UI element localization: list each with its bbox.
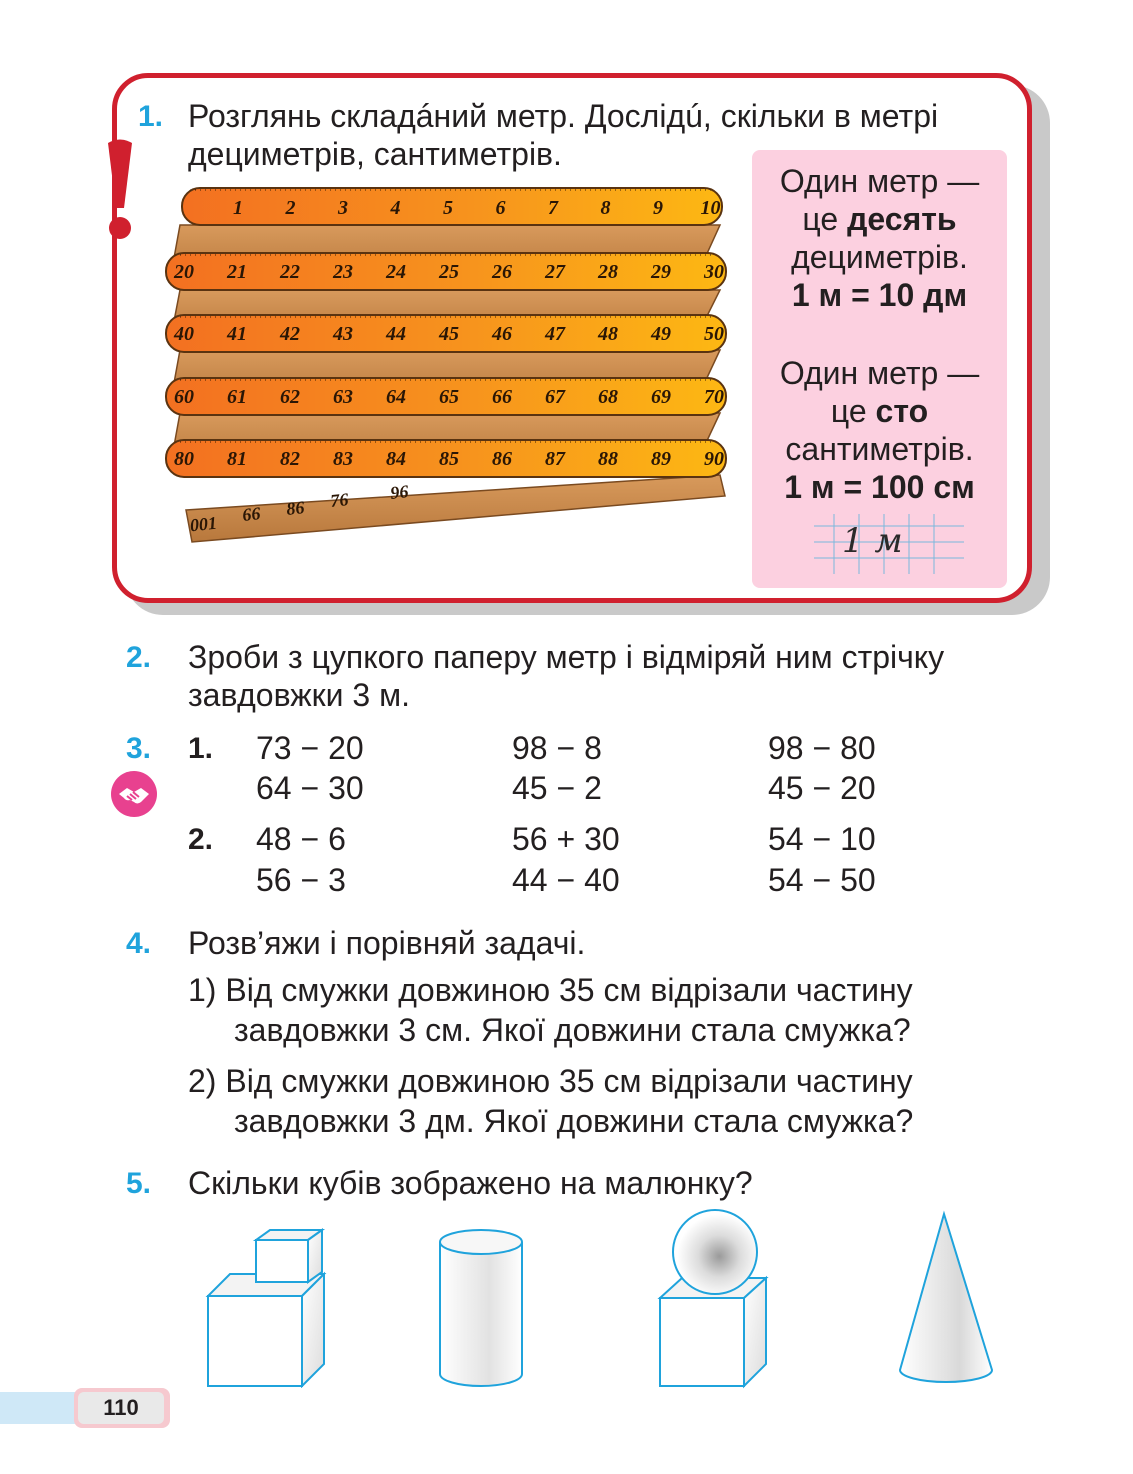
ruler-number: 69 [651, 386, 671, 408]
cone-icon [896, 1210, 1000, 1390]
ruler-number: 90 [704, 448, 724, 470]
ruler-number: 47 [545, 323, 565, 345]
info-cm-line3: сантиметрів. [785, 431, 974, 467]
ruler-number: 24 [386, 261, 406, 283]
ruler-number: 86 [492, 448, 512, 470]
task4-problem1-line2: завдовжки 3 см. Якої довжини стала смужка? [234, 1012, 911, 1048]
task4-problem1-line1: 1) Від смужки довжиною 35 см відрізали частину [188, 972, 913, 1008]
ruler-number: 30 [704, 261, 724, 283]
ruler-number: 5 [443, 197, 453, 219]
task5-number: 5. [126, 1167, 152, 1200]
task1-text-line2: дециметрів, сантиметрів. [188, 136, 562, 172]
info-cm-line2 [752, 392, 1007, 430]
task1-number: 1. [138, 100, 164, 133]
page-number: 110 [103, 1395, 139, 1420]
task3-p1-c3-r2: 45 − 20 [768, 770, 876, 806]
task3-p2-c3-r1: 54 − 10 [768, 821, 876, 857]
info-dm-line2 [752, 200, 1007, 238]
ruler-number-folded: 76 [329, 489, 350, 511]
ruler-number: 7 [548, 197, 558, 219]
task4-problem2-line2: завдовжки 3 дм. Якої довжини стала смужка? [234, 1103, 914, 1139]
ruler-number: 43 [333, 323, 353, 345]
ruler-number: 68 [598, 386, 618, 408]
ruler-number: 20 [174, 261, 194, 283]
info-cm-line1: Один метр — [779, 355, 980, 391]
ruler-number: 3 [338, 197, 348, 219]
task3-p1-c2-r1: 98 − 8 [512, 730, 602, 766]
task3-p1-c1-r1: 73 − 20 [256, 730, 364, 766]
ruler-number: 8 [600, 197, 611, 219]
ruler-number: 87 [545, 448, 565, 470]
ruler-number: 85 [439, 448, 459, 470]
meter-info-box [752, 150, 1007, 588]
ruler-number: 70 [704, 386, 724, 408]
ruler-number: 4 [390, 197, 401, 219]
task5-question: Скільки кубів зображено на малюнку? [188, 1165, 753, 1201]
handwriting-grid [752, 514, 1007, 574]
ruler-number: 67 [545, 386, 565, 408]
ruler-number: 50 [704, 323, 724, 345]
task3-p2-c2-r2: 44 − 40 [512, 862, 620, 898]
ruler-number: 23 [333, 261, 353, 283]
ruler-number: 83 [333, 448, 353, 470]
task3-part2-label: 2. [188, 823, 214, 856]
folding-ruler-illustration [160, 180, 740, 550]
ruler-number: 9 [653, 197, 663, 219]
task1-text-line1: Розглянь складáний метр. Дослідú, скільки в метрі [188, 98, 939, 134]
ruler-number: 82 [280, 448, 300, 470]
ruler-number: 88 [598, 448, 618, 470]
ruler-number: 41 [227, 323, 247, 345]
ruler-number: 10 [700, 197, 721, 219]
info-cm-pre: це [830, 393, 876, 429]
ruler-number: 42 [280, 323, 300, 345]
ruler-number-folded: 66 [241, 503, 262, 525]
ruler-number: 21 [227, 261, 247, 283]
info-cm-bold: сто [875, 393, 929, 429]
ruler-number: 6 [495, 197, 506, 219]
ruler-number: 1 [233, 197, 243, 219]
two-cubes-icon [200, 1228, 340, 1388]
exclamation-icon [100, 138, 140, 248]
task2-text-line2: завдовжки 3 м. [188, 677, 410, 713]
info-dm-formula: 1 м = 10 дм [791, 277, 968, 313]
info-dm-line1: Один метр — [779, 163, 980, 199]
handwritten-one-meter: 1 м [842, 521, 903, 561]
task3-number: 3. [126, 732, 152, 765]
info-cm-formula: 1 м = 100 см [784, 469, 975, 505]
info-dm-bold: десять [847, 201, 957, 237]
page-number-tab [0, 1388, 170, 1428]
task4-problem2-line1: 2) Від смужки довжиною 35 см відрізали частину [188, 1063, 913, 1099]
ruler-number-folded: 001 [188, 512, 218, 536]
ruler-number: 63 [333, 386, 353, 408]
ruler-number: 84 [386, 448, 406, 470]
ruler-number: 46 [492, 323, 512, 345]
pair-work-handshake-icon [110, 770, 158, 818]
ruler-number-folded: 86 [285, 497, 306, 519]
ruler-number: 62 [280, 386, 300, 408]
ruler-number: 40 [174, 323, 194, 345]
info-dm-line3: дециметрів. [791, 239, 968, 275]
task4-number: 4. [126, 927, 152, 960]
task3-p2-c2-r1: 56 + 30 [512, 821, 620, 857]
ruler-number: 60 [174, 386, 194, 408]
ruler-number: 22 [280, 261, 300, 283]
task3-p1-c2-r2: 45 − 2 [512, 770, 602, 806]
info-dm-pre: це [802, 201, 848, 237]
ruler-number: 64 [386, 386, 406, 408]
ruler-number: 65 [439, 386, 459, 408]
ruler-number: 2 [285, 197, 296, 219]
ruler-number-folded: 96 [389, 481, 410, 503]
task2-number: 2. [126, 641, 152, 674]
task4-intro: Розв’яжи і порівняй задачі. [188, 925, 586, 961]
ruler-number: 61 [227, 386, 247, 408]
ruler-number: 81 [227, 448, 247, 470]
task3-p2-c1-r2: 56 − 3 [256, 862, 346, 898]
task3-p2-c1-r1: 48 − 6 [256, 821, 346, 857]
cylinder-icon [436, 1228, 526, 1388]
ruler-number: 80 [174, 448, 194, 470]
ruler-number: 49 [651, 323, 671, 345]
sphere-on-cube-icon [656, 1206, 776, 1392]
task3-p2-c3-r2: 54 − 50 [768, 862, 876, 898]
ruler-number: 44 [386, 323, 406, 345]
ruler-number: 29 [651, 261, 671, 283]
task3-p1-c1-r2: 64 − 30 [256, 770, 364, 806]
ruler-number: 45 [439, 323, 459, 345]
ruler-number: 48 [598, 323, 618, 345]
task3-part1-label: 1. [188, 732, 214, 765]
ruler-number: 28 [598, 261, 618, 283]
task2-text-line1: Зроби з цупкого паперу метр і відміряй ним стрічку [188, 639, 945, 675]
ruler-number: 89 [651, 448, 671, 470]
ruler-number: 27 [545, 261, 565, 283]
ruler-number: 25 [439, 261, 459, 283]
task3-p1-c3-r1: 98 − 80 [768, 730, 876, 766]
ruler-number: 66 [492, 386, 512, 408]
ruler-number: 26 [492, 261, 512, 283]
